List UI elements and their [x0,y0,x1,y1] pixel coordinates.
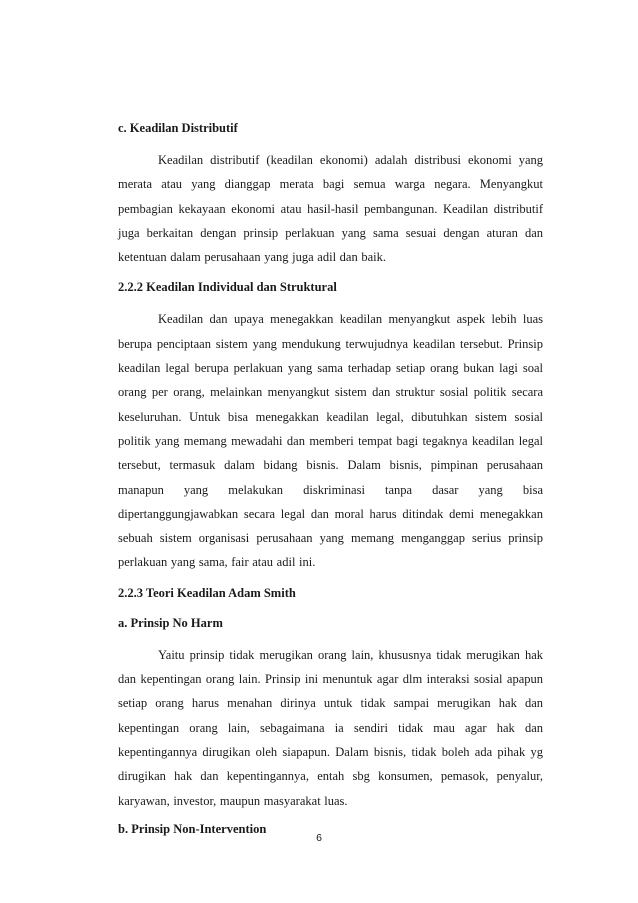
section-heading-prinsip-non-intervention: b. Prinsip Non-Intervention [118,821,267,836]
section-heading-teori-adam-smith: 2.2.3 Teori Keadilan Adam Smith [118,585,296,600]
paragraph-individual-struktural: Keadilan dan upaya menegakkan keadilan menyangkut aspek lebih luas berupa penciptaan sistem yang mendukung terwujudnya keadilan tersebut. Prinsip keadilan legal berupa perlakuan yang sama terhadap setiap orang bukan lagi soal orang per orang, melainkan menyangkut sistem dan struktur sosial politik secara keseluruhan. Untuk bisa menegakkan keadilan legal, dibutuhkan sistem sosial politik yang memang mewadahi dan memberi tempat bagi tegaknya keadilan legal tersebut, termasuk dalam bidang bisnis. Dalam bisnis, pimpinan perusahaan manapun yang melakukan diskriminasi tanpa dasar yang bisa dipertanggungjawabkan secara legal dan moral harus ditindak demi menegakkan sebuah sistem organisasi perusahaan yang memang menganggap serius prinsip perlakuan yang sama, fair atau adil ini. [118,312,543,570]
section-heading-individual-struktural: 2.2.2 Keadilan Individual dan Struktural [118,280,337,295]
section-heading-prinsip-no-harm: a. Prinsip No Harm [118,615,223,630]
section-heading-keadilan-distributif: c. Keadilan Distributif [118,121,238,135]
page-content [118,120,543,837]
page-number: 6 [316,832,322,844]
paragraph-keadilan-distributif: Keadilan distributif (keadilan ekonomi) adalah distribusi ekonomi yang merata atau yang dianggap merata bagi semua warga negara. Menyangkut pembagian kekayaan ekonomi atau hasil-hasil pembangunan. Keadilan distributif juga berkaitan dengan prinsip perlakuan yang sama sesuai dengan aturan dan ketentuan dalam perusahaan yang juga adil dan baik. [118,153,543,265]
paragraph-prinsip-no-harm: Yaitu prinsip tidak merugikan orang lain, khususnya tidak merugikan hak dan kepentingan orang lain. Prinsip ini menuntuk agar dlm interaksi sosial apapun setiap orang harus menahan dirinya untuk tidak sampai merugikan hak dan kepentingan orang lain, sebagaimana ia sendiri tidak mau agar hak dan kepentingannya dirugikan oleh siapapun. Dalam bisnis, tidak boleh ada pihak yg dirugikan hak dan kepentingannya, entah sbg konsumen, pemasok, penyalur, karyawan, investor, maupun masyarakat luas. [118,647,543,808]
